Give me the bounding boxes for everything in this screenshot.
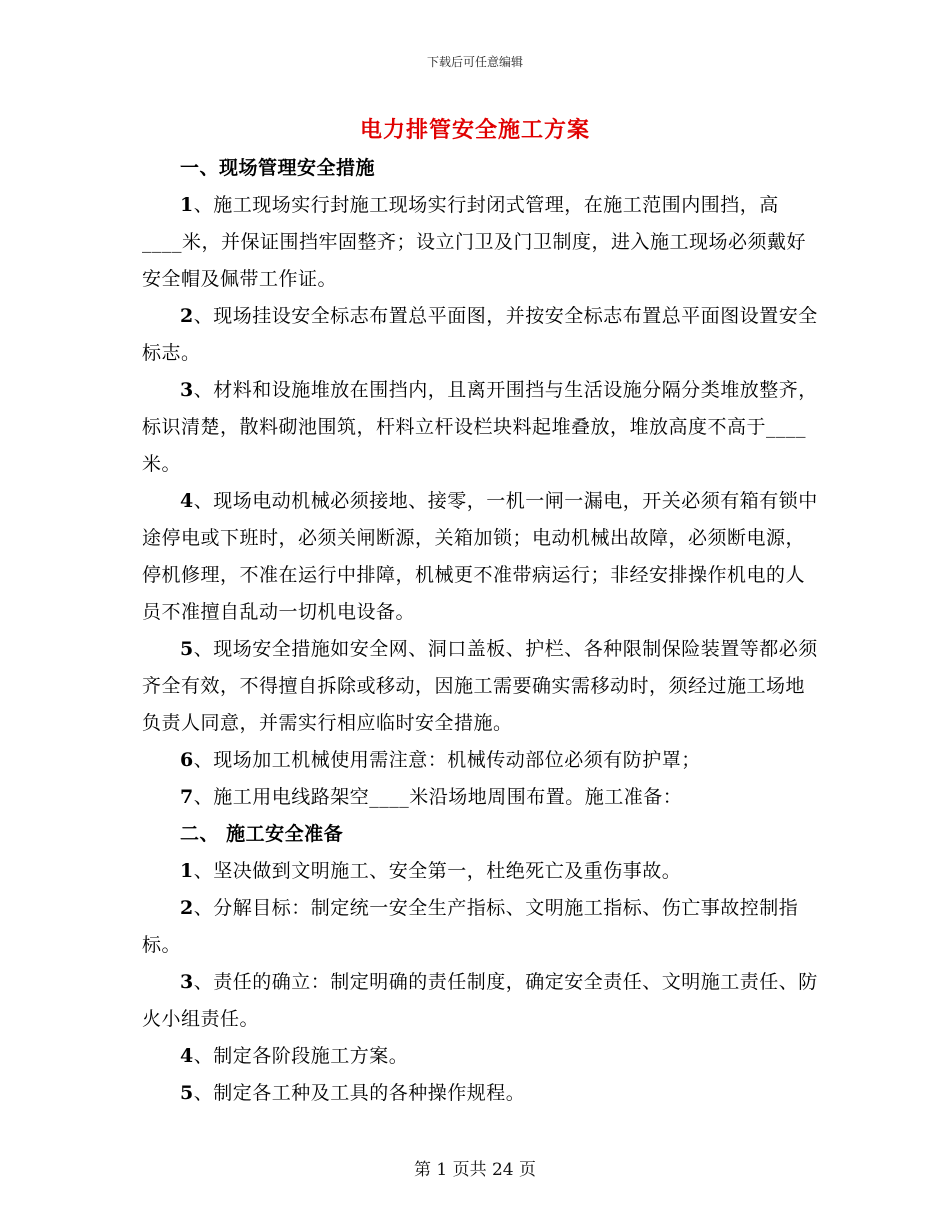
item-text: 、分解目标：制定统一安全生产指标、文明施工指标、伤亡事故控制指标。	[142, 897, 799, 956]
list-item	[142, 853, 818, 890]
item-number: 3	[180, 971, 194, 993]
list-item	[142, 890, 818, 964]
item-number: 5	[180, 1082, 194, 1104]
item-number: 7	[180, 786, 194, 808]
list-item	[142, 742, 818, 779]
list-item	[142, 298, 818, 372]
list-item	[142, 964, 818, 1038]
item-text: 、现场安全措施如安全网、洞口盖板、护栏、各种限制保险装置等都必须齐全有效，不得擅自拆除或移动，因施工需要确实需移动时，须经过施工场地负责人同意，并需实行相应临时安全措施。	[142, 638, 818, 734]
item-text: 、制定各工种及工具的各种操作规程。	[193, 1082, 526, 1104]
list-item	[142, 779, 818, 816]
item-text: 、责任的确立：制定明确的责任制度，确定安全责任、文明施工责任、防火小组责任。	[142, 971, 818, 1030]
item-number: 2	[180, 305, 194, 327]
item-number: 5	[180, 638, 194, 660]
page-header: 下载后可任意编辑	[426, 55, 523, 69]
list-item	[142, 1075, 818, 1112]
page-footer: 第 1 页共 24 页	[413, 1160, 537, 1180]
list-item	[142, 1038, 818, 1075]
item-text: 、施工现场实行封施工现场实行封闭式管理，在施工范围内围挡，高____米，并保证围挡牢固整齐；设立门卫及门卫制度，进入施工现场必须戴好安全帽及佩带工作证。	[142, 194, 807, 290]
item-text: 、现场加工机械使用需注意：机械传动部位必须有防护罩；	[193, 749, 701, 771]
item-text: 、现场挂设安全标志布置总平面图，并按安全标志布置总平面图设置安全标志。	[142, 305, 818, 364]
item-text: 、坚决做到文明施工、安全第一，杜绝死亡及重伤事故。	[193, 860, 682, 882]
document-title: 电力排管安全施工方案	[359, 117, 590, 143]
document-body	[142, 150, 818, 1112]
list-item	[142, 372, 818, 483]
section-heading: 一、现场管理安全措施	[180, 157, 376, 179]
item-number: 3	[180, 379, 194, 401]
section-heading: 二、 施工安全准备	[180, 823, 344, 845]
item-number: 1	[180, 860, 194, 882]
list-item	[142, 483, 818, 631]
item-number: 4	[180, 1045, 194, 1067]
item-text: 、材料和设施堆放在围挡内，且离开围挡与生活设施分隔分类堆放整齐，标识清楚，散料砌池围筑，杆料立杆设栏块料起堆叠放，堆放高度不高于____米。	[142, 379, 818, 475]
item-text: 、制定各阶段施工方案。	[193, 1045, 409, 1067]
item-number: 6	[180, 749, 194, 771]
item-text: 、现场电动机械必须接地、接零，一机一闸一漏电，开关必须有箱有锁中途停电或下班时，必须关闸断源，关箱加锁；电动机械出故障，必须断电源，停机修理，不准在运行中排障，机械更不准带病运行；非经安排操作机电的人员不准擅自乱动一切机电设备。	[142, 490, 818, 623]
list-item	[142, 631, 818, 742]
list-item	[142, 187, 818, 298]
item-number: 4	[180, 490, 194, 512]
item-number: 1	[180, 194, 194, 216]
item-number: 2	[180, 897, 194, 919]
item-text: 、施工用电线路架空____米沿场地周围布置。施工准备：	[193, 786, 683, 808]
